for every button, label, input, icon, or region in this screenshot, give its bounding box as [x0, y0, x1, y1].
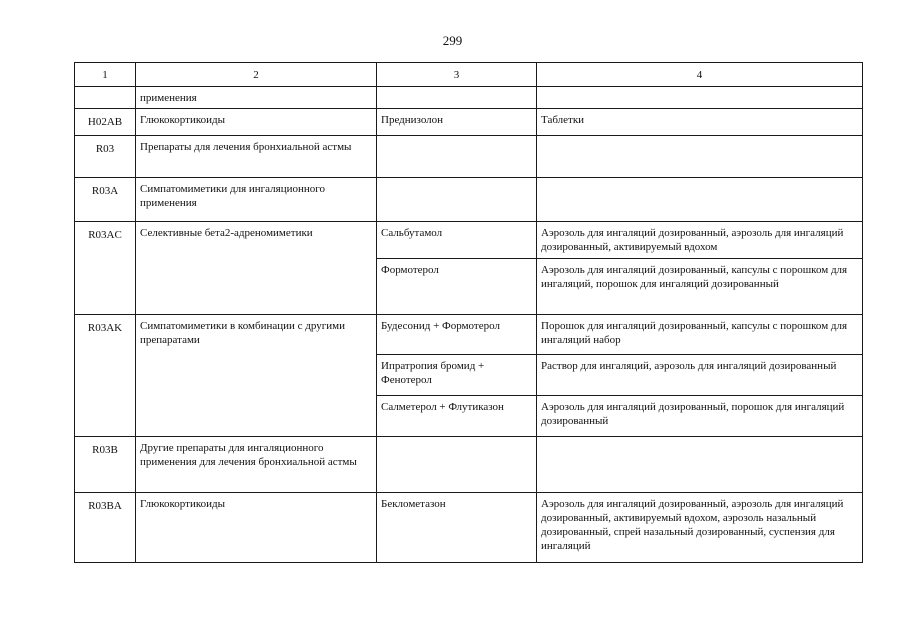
drug-classification-table [74, 62, 863, 563]
table-row [75, 315, 863, 355]
dosage-form-cell: Аэрозоль для ингаляций дозированный, порошок для ингаляций дозированный [537, 396, 863, 437]
dosage-form-cell [537, 437, 863, 493]
drug-cell [377, 437, 537, 493]
dosage-form-cell: Порошок для ингаляций дозированный, капсулы с порошком для ингаляций набор [537, 315, 863, 355]
dosage-form-cell: Аэрозоль для ингаляций дозированный, аэрозоль для ингаляций дозированный, активируемый вдохом [537, 222, 863, 259]
dosage-form-cell: Аэрозоль для ингаляций дозированный, аэрозоль для ингаляций дозированный, активируемый вдохом, аэрозоль назальный дозированный, спрей назальный дозированный, суспензия для ингаляций [537, 493, 863, 563]
dosage-form-cell [537, 136, 863, 178]
page-number: 299 [442, 33, 463, 48]
group-cell: Глюкокортикоиды [136, 109, 377, 136]
dosage-form-cell [537, 87, 863, 109]
group-cell: Препараты для лечения бронхиальной астмы [136, 136, 377, 178]
column-header-3: 3 [377, 63, 537, 87]
table-row [75, 178, 863, 222]
drug-cell: Ипратропия бромид + Фенотерол [377, 355, 537, 396]
group-cell: Симпатомиметики в комбинации с другими препаратами [136, 315, 377, 437]
table-row [75, 493, 863, 563]
table-row [75, 109, 863, 136]
atc-code-cell: R03 [75, 136, 136, 178]
column-header-4: 4 [537, 63, 863, 87]
atc-code-cell [75, 87, 136, 109]
dosage-form-cell: Раствор для ингаляций, аэрозоль для ингаляций дозированный [537, 355, 863, 396]
group-cell: Симпатомиметики для ингаляционного применения [136, 178, 377, 222]
dosage-form-cell [537, 178, 863, 222]
drug-cell: Салметерол + Флутиказон [377, 396, 537, 437]
atc-code-cell: R03AC [75, 222, 136, 315]
drug-cell: Сальбутамол [377, 222, 537, 259]
table-row [75, 437, 863, 493]
drug-cell [377, 87, 537, 109]
atc-code-cell: R03A [75, 178, 136, 222]
group-cell: Глюкокортикоиды [136, 493, 377, 563]
drug-cell: Преднизолон [377, 109, 537, 136]
drug-cell: Будесонид + Формотерол [377, 315, 537, 355]
group-cell: Селективные бета2-адреномиметики [136, 222, 377, 315]
atc-code-cell: R03B [75, 437, 136, 493]
group-cell: Другие препараты для ингаляционного применения для лечения бронхиальной астмы [136, 437, 377, 493]
dosage-form-cell: Таблетки [537, 109, 863, 136]
column-header-2: 2 [136, 63, 377, 87]
column-header-1: 1 [75, 63, 136, 87]
table-header-row [75, 63, 863, 87]
table-row [75, 87, 863, 109]
drug-cell: Беклометазон [377, 493, 537, 563]
table-row [75, 222, 863, 259]
table-row [75, 136, 863, 178]
dosage-form-cell: Аэрозоль для ингаляций дозированный, капсулы с порошком для ингаляций, порошок для ингаляций дозированный [537, 259, 863, 315]
drug-cell [377, 136, 537, 178]
atc-code-cell: H02AB [75, 109, 136, 136]
group-cell: применения [136, 87, 377, 109]
drug-cell [377, 178, 537, 222]
atc-code-cell: R03AK [75, 315, 136, 437]
atc-code-cell: R03BA [75, 493, 136, 563]
drug-cell: Формотерол [377, 259, 537, 315]
